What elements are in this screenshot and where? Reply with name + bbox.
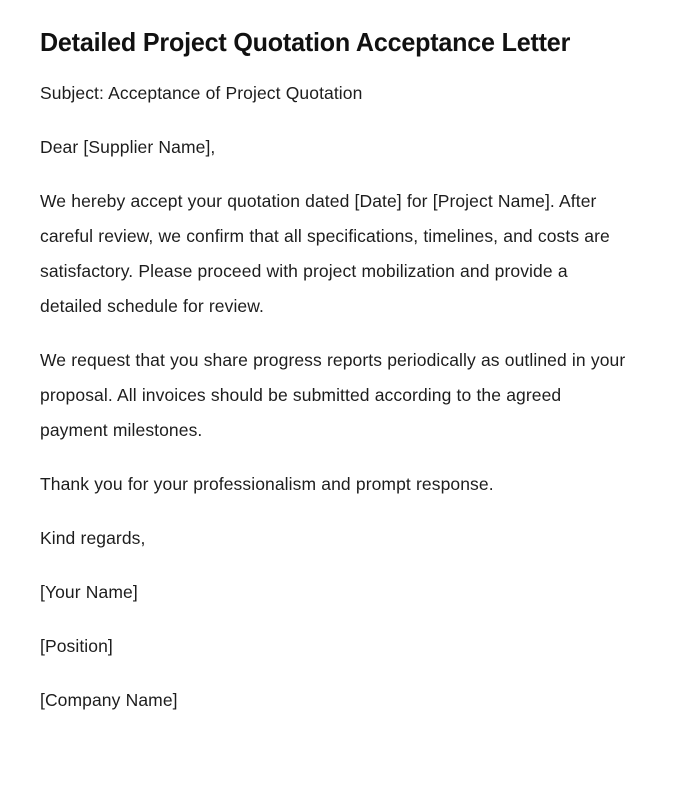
letter-body — [40, 76, 632, 718]
subject-line: Subject: Acceptance of Project Quotation — [40, 83, 363, 103]
body-paragraph-1: We hereby accept your quotation dated [Date] for [Project Name]. After careful review, we confirm that all specifications, timelines, and costs are satisfactory. Please proceed with project mobilization and provide a detailed schedule for review. — [40, 191, 610, 316]
signature-position: [Position] — [40, 636, 113, 656]
signature-company-name: [Company Name] — [40, 690, 178, 710]
body-paragraph-3: Thank you for your professionalism and prompt response. — [40, 474, 494, 494]
salutation: Dear [Supplier Name], — [40, 137, 216, 157]
page-title: Detailed Project Quotation Acceptance Letter — [40, 27, 571, 57]
signature-your-name: [Your Name] — [40, 582, 138, 602]
closing-line: Kind regards, — [40, 528, 146, 548]
body-paragraph-2: We request that you share progress reports periodically as outlined in your proposal. All invoices should be submitted according to the agreed payment milestones. — [40, 350, 626, 440]
